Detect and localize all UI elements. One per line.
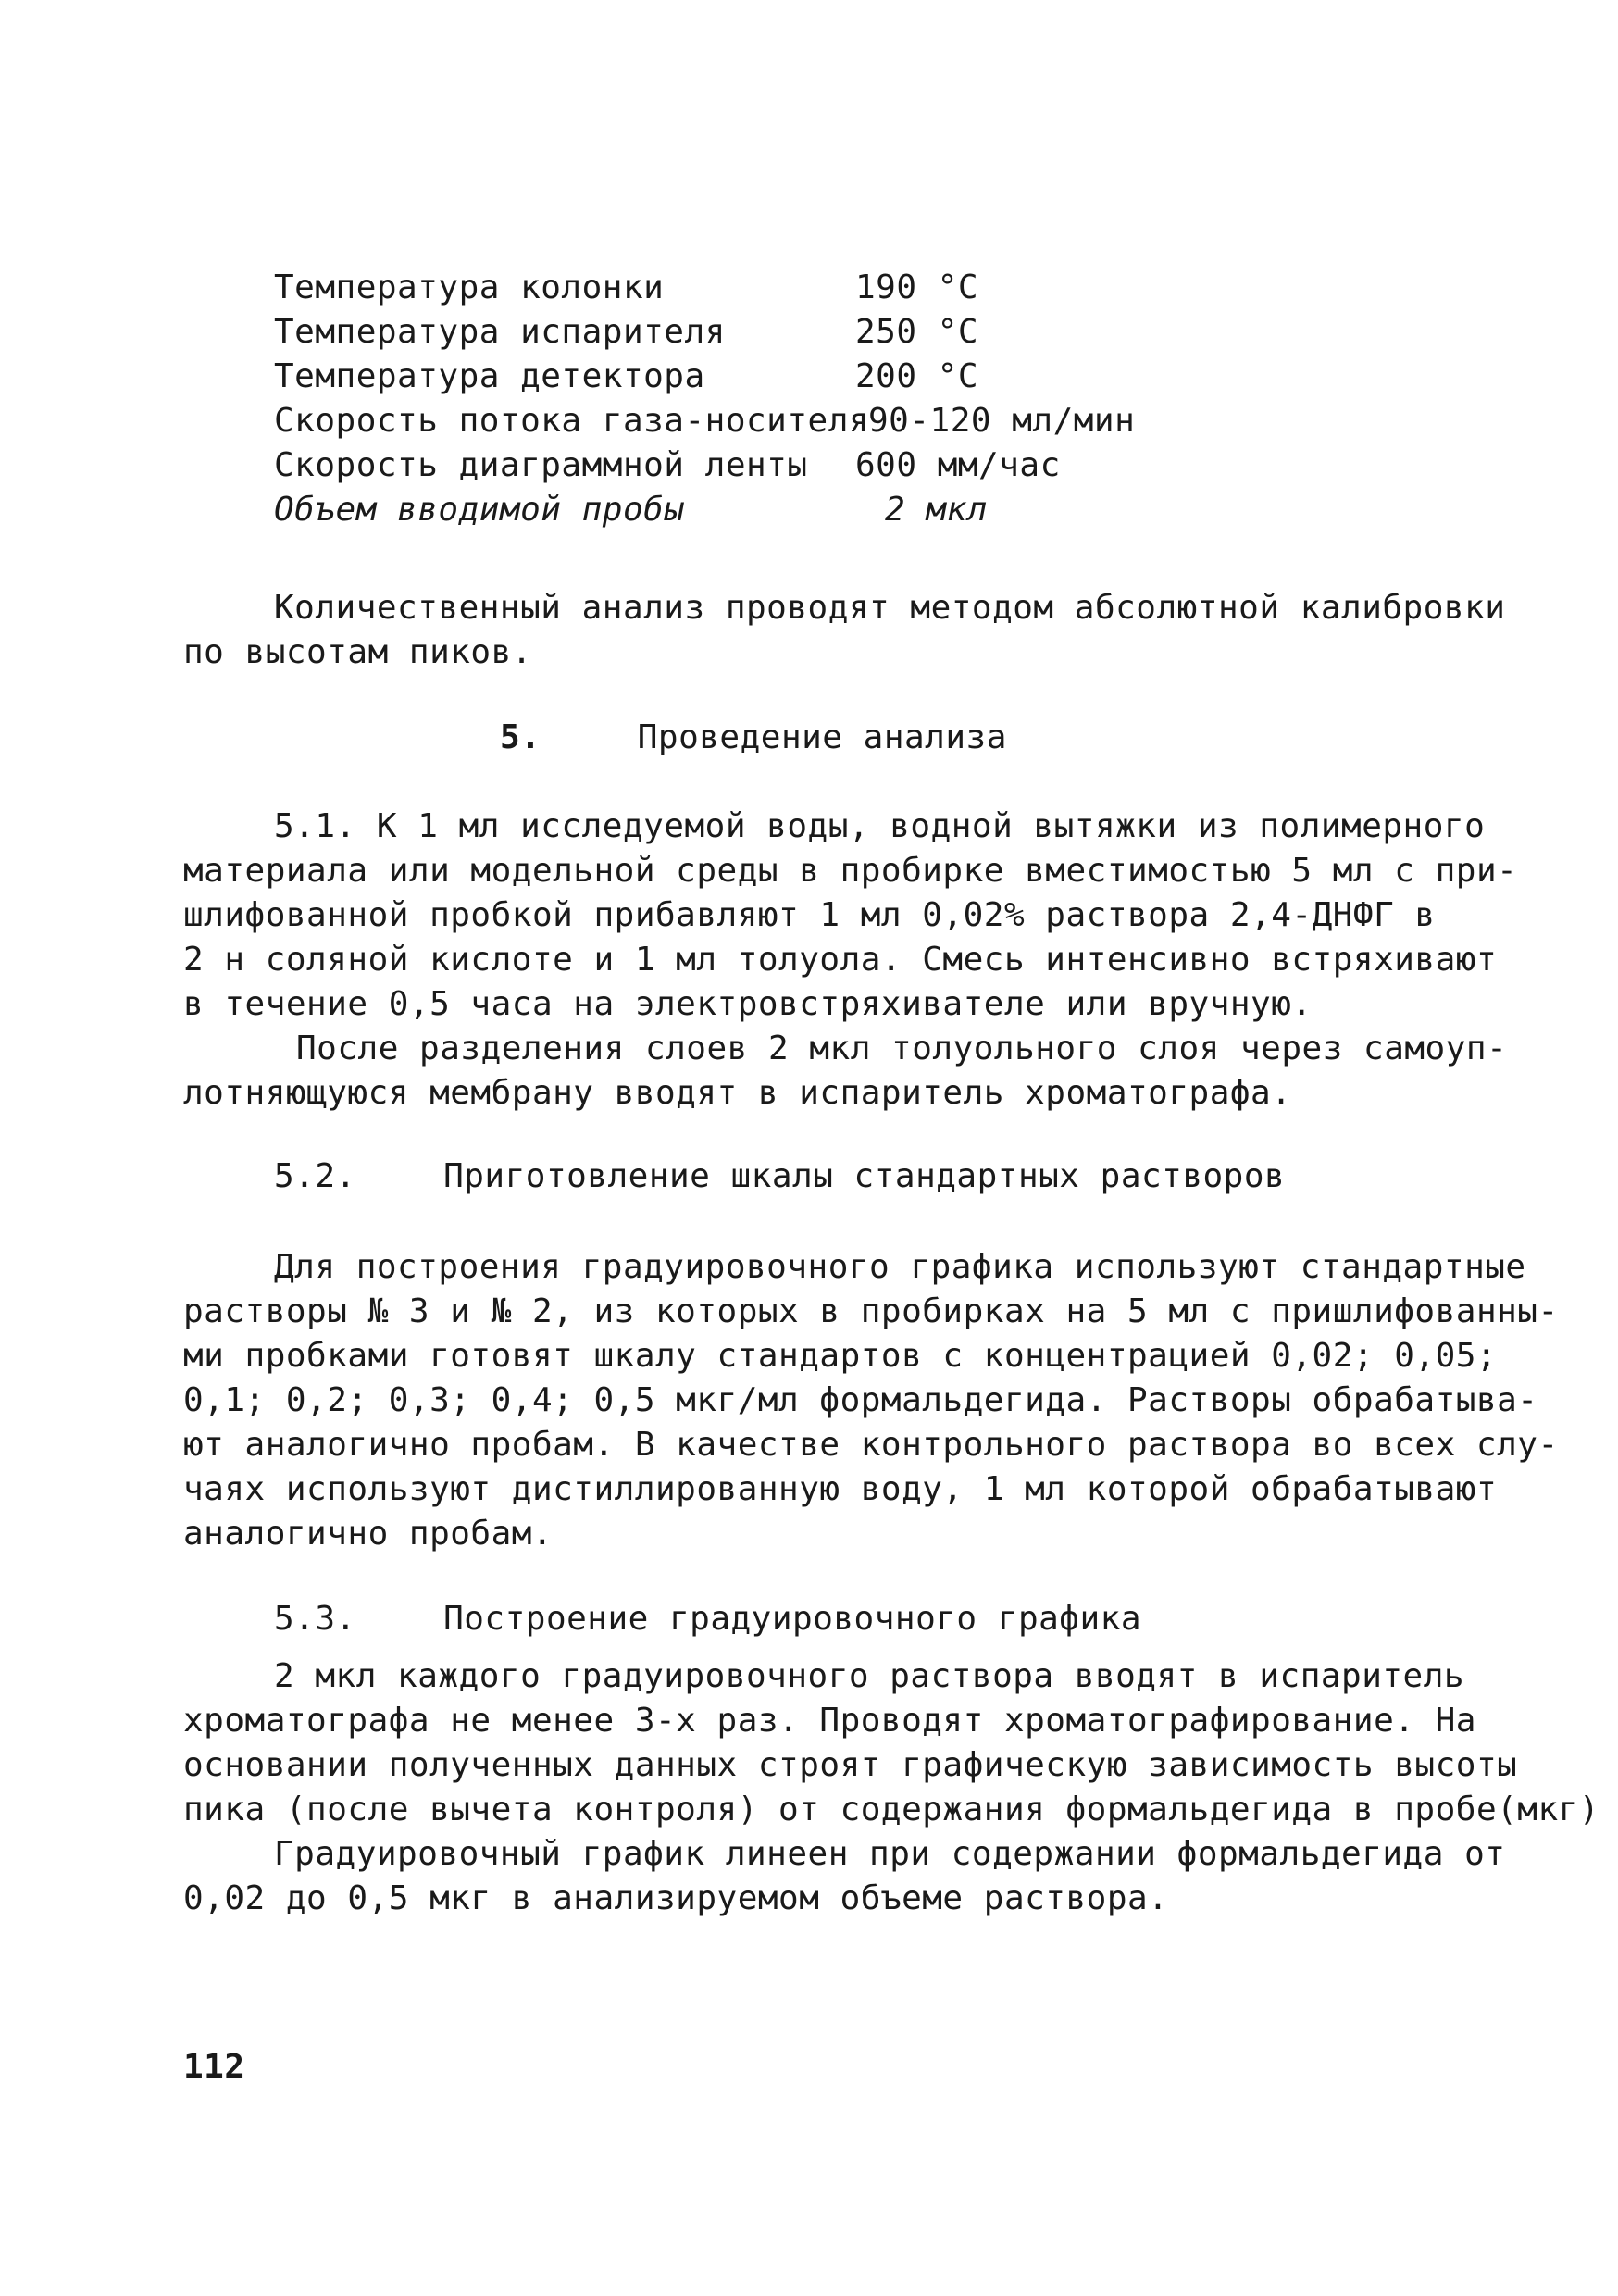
section-heading <box>500 718 1007 756</box>
paragraph-line: хроматографа не менее 3-х раз. Проводят хроматографирование. На <box>183 1702 1476 1740</box>
paragraph-line: растворы № 3 и № 2, из которых в пробирках на 5 мл с пришлифованны- <box>183 1292 1559 1330</box>
param-row <box>274 357 1200 402</box>
param-name: Объем вводимой пробы <box>274 491 685 529</box>
paragraph-line: основании полученных данных строят графическую зависимость высоты <box>183 1746 1518 1784</box>
param-name: Температура испарителя <box>274 313 726 351</box>
param-row <box>274 446 1200 491</box>
paragraph-line: 0,1; 0,2; 0,3; 0,4; 0,5 мкг/мл формальдегида. Растворы обрабатыва- <box>183 1381 1538 1419</box>
paragraph-line: шлифованной пробкой прибавляют 1 мл 0,02% раствора 2,4-ДНФГ в <box>183 896 1436 934</box>
paragraph-line: ют аналогично пробам. В качестве контрольного раствора во всех слу- <box>183 1426 1559 1464</box>
subsection-number: 5.3. <box>274 1600 356 1638</box>
param-value: 90-120 мл/мин <box>868 402 1136 440</box>
paragraph-line: аналогично пробам. <box>183 1515 554 1553</box>
paragraph-line: по высотам пиков. <box>183 633 532 671</box>
paragraph-line: 2 н соляной кислоте и 1 мл толуола. Смесь интенсивно встряхивают <box>183 941 1498 979</box>
param-value: 190 °C <box>855 268 979 306</box>
param-name: Температура колонки <box>274 268 665 306</box>
paragraph-line: Для построения градуировочного графика используют стандартные <box>274 1248 1526 1286</box>
param-value: 250 °C <box>855 313 979 351</box>
paragraph-line: После разделения слоев 2 мкл толуольного слоя через самоуп- <box>296 1029 1508 1067</box>
subsection-heading <box>274 1157 1285 1195</box>
paragraph-line: 2 мкл каждого градуировочного раствора вводят в испаритель <box>274 1657 1465 1695</box>
param-value: 2 мкл <box>885 491 988 529</box>
paragraph-line: Градуировочный график линеен при содержании формальдегида от <box>274 1835 1506 1873</box>
subsection-heading <box>274 1600 1141 1638</box>
paragraph-line: 0,02 до 0,5 мкг в анализируемом объеме раствора. <box>183 1879 1169 1917</box>
paragraph-line: 5.1. К 1 мл исследуемой воды, водной вытяжки из полимерного <box>274 807 1486 845</box>
param-row <box>274 313 1200 357</box>
subsection-title: Построение градуировочного графика <box>443 1600 1141 1638</box>
param-name: Скорость диаграммной ленты <box>274 446 808 484</box>
paragraph-line: ми пробками готовят шкалу стандартов с концентрацией 0,02; 0,05; <box>183 1337 1498 1375</box>
paragraph-line: в течение 0,5 часа на электровстряхивателе или вручную. <box>183 985 1313 1023</box>
paragraph-line: лотняющуюся мембрану вводят в испаритель хроматографа. <box>183 1074 1292 1112</box>
section-title: Проведение анализа <box>637 718 1007 756</box>
paragraph-line: материала или модельной среды в пробирке вместимостью 5 мл с при- <box>183 852 1518 890</box>
param-row <box>274 402 1200 446</box>
param-name: Скорость потока газа-носителя <box>274 402 870 440</box>
paragraph-line: чаях используют дистиллированную воду, 1 мл которой обрабатывают <box>183 1470 1498 1508</box>
param-name: Температура детектора <box>274 357 705 395</box>
param-row <box>274 491 1200 535</box>
param-row <box>274 268 1200 313</box>
param-value: 200 °C <box>855 357 979 395</box>
paragraph-line: пика (после вычета контроля) от содержания формальдегида в пробе(мкг) <box>183 1791 1599 1828</box>
param-value: 600 мм/час <box>855 446 1061 484</box>
paragraph-line: Количественный анализ проводят методом абсолютной калибровки <box>274 589 1506 627</box>
subsection-number: 5.2. <box>274 1157 356 1195</box>
page-number: 112 <box>183 2048 245 2086</box>
section-number: 5. <box>500 718 541 756</box>
subsection-title: Приготовление шкалы стандартных растворов <box>443 1157 1286 1195</box>
